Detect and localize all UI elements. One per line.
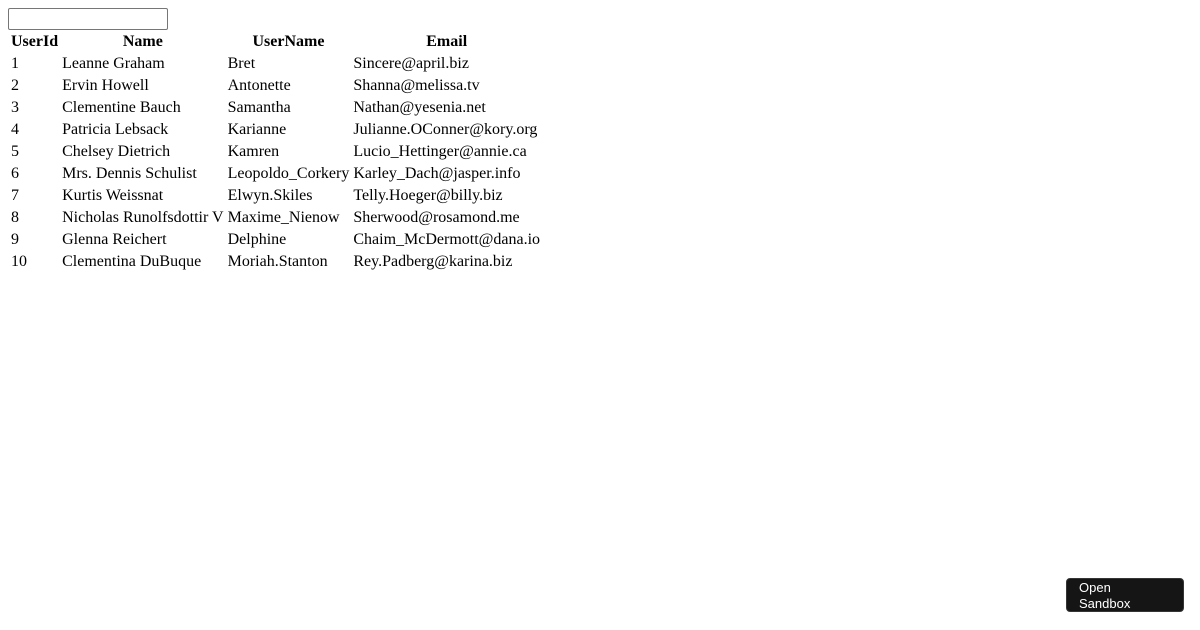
cell-userid: 8 [11, 209, 19, 226]
cell-userid: 4 [11, 121, 19, 138]
cell-email: Sherwood@rosamond.me [353, 209, 520, 226]
cell-email: Sincere@april.biz [353, 55, 469, 72]
cell-email: Lucio_Hettinger@annie.ca [353, 143, 527, 160]
column-header-username: UserName [252, 33, 325, 50]
table-header-row [10, 32, 541, 52]
cell-name: Clementina DuBuque [62, 253, 202, 270]
open-sandbox-button[interactable]: Open Sandbox [1066, 578, 1184, 612]
column-header-name: Name [122, 33, 163, 50]
cell-userid: 10 [11, 253, 27, 270]
users-table [8, 30, 543, 274]
cell-username: Elwyn.Skiles [227, 187, 313, 204]
cell-username: Delphine [227, 231, 287, 248]
table-row [10, 164, 541, 184]
cell-username: Kamren [227, 143, 280, 160]
cell-name: Patricia Lebsack [62, 121, 169, 138]
table-row [10, 54, 541, 74]
cell-userid: 2 [11, 77, 19, 94]
cell-userid: 3 [11, 99, 19, 116]
cell-email: Nathan@yesenia.net [353, 99, 486, 116]
cell-username: Maxime_Nienow [227, 209, 340, 226]
table-row [10, 142, 541, 162]
table-row [10, 120, 541, 140]
cell-name: Glenna Reichert [62, 231, 167, 248]
cell-name: Chelsey Dietrich [62, 143, 171, 160]
cell-username: Antonette [227, 77, 291, 94]
cell-email: Karley_Dach@jasper.info [353, 165, 521, 182]
table-row [10, 186, 541, 206]
cell-name: Nicholas Runolfsdottir V [62, 209, 224, 226]
table-row [10, 76, 541, 96]
table-header [10, 32, 541, 52]
cell-email: Chaim_McDermott@dana.io [353, 231, 541, 248]
cell-name: Kurtis Weissnat [62, 187, 164, 204]
table-body [10, 54, 541, 272]
table-row [10, 252, 541, 272]
column-header-email: Email [426, 33, 468, 50]
cell-email: Telly.Hoeger@billy.biz [353, 187, 503, 204]
filter-input[interactable] [8, 8, 168, 30]
table-row [10, 98, 541, 118]
cell-email: Shanna@melissa.tv [353, 77, 480, 94]
cell-userid: 5 [11, 143, 19, 160]
cell-userid: 6 [11, 165, 19, 182]
cell-name: Ervin Howell [62, 77, 149, 94]
column-header-userid: UserId [11, 33, 59, 50]
cell-email: Julianne.OConner@kory.org [353, 121, 538, 138]
cell-userid: 7 [11, 187, 19, 204]
cell-username: Bret [227, 55, 256, 72]
table-row [10, 230, 541, 250]
cell-username: Leopoldo_Corkery [227, 165, 350, 182]
cell-name: Clementine Bauch [62, 99, 181, 116]
cell-email: Rey.Padberg@karina.biz [353, 253, 513, 270]
cell-name: Mrs. Dennis Schulist [62, 165, 197, 182]
cell-username: Samantha [227, 99, 291, 116]
cell-userid: 9 [11, 231, 19, 248]
cell-username: Moriah.Stanton [227, 253, 328, 270]
cell-name: Leanne Graham [62, 55, 165, 72]
cell-username: Karianne [227, 121, 287, 138]
cell-userid: 1 [11, 55, 19, 72]
table-row [10, 208, 541, 228]
